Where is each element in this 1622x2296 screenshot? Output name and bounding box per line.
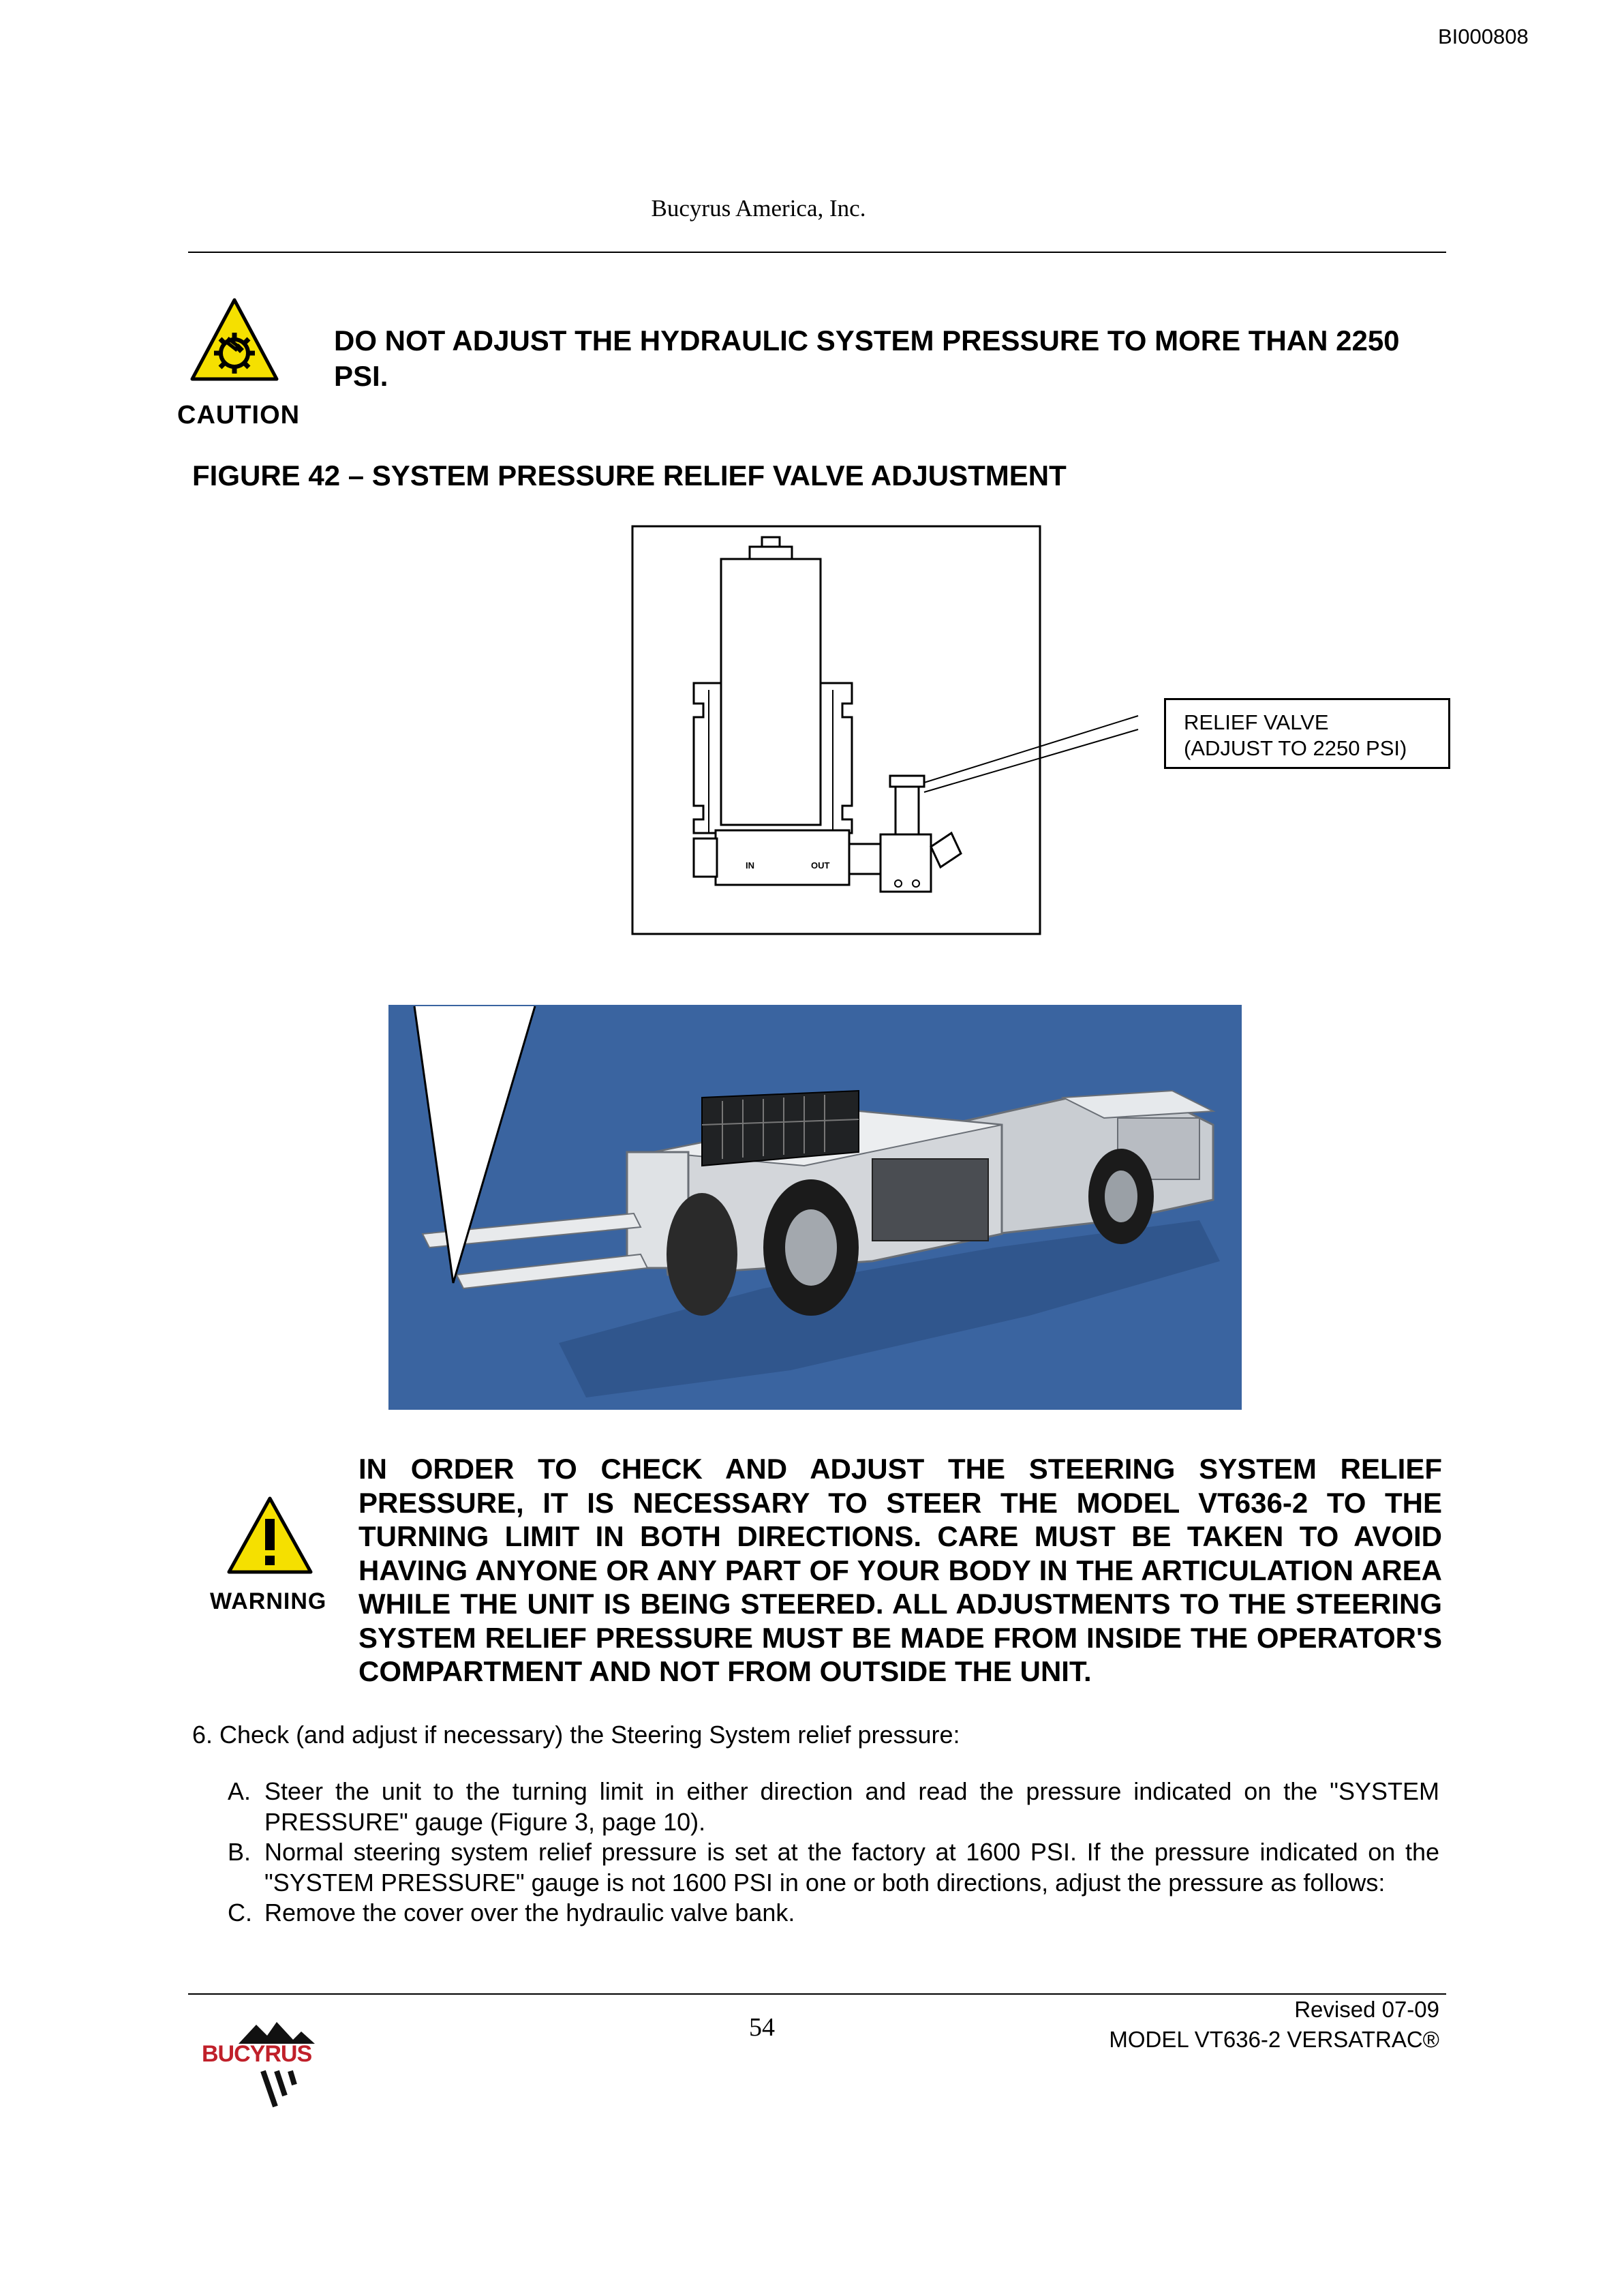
page-number: 54 (749, 2013, 775, 2042)
figure-title: FIGURE 42 – SYSTEM PRESSURE RELIEF VALVE ADJUSTMENT (192, 459, 1067, 492)
list-item-text: Normal steering system relief pressure is set at the factory at 1600 PSI. If the pressure indicated on the "SYSTEM PRESSURE" gauge is not 1600 PSI in one or both directions, adjust the pressure as follows: (264, 1838, 1439, 1897)
list-item (228, 1777, 1439, 1837)
revised-date: Revised 07-09 (1294, 1997, 1439, 2022)
company-name: Bucyrus America, Inc. (651, 195, 866, 222)
list-item (228, 1898, 1439, 1929)
caution-text: DO NOT ADJUST THE HYDRAULIC SYSTEM PRESSURE TO MORE THAN 2250 PSI. (334, 324, 1400, 392)
relief-valve-callout (1164, 698, 1450, 769)
warning-label: WARNING (210, 1588, 327, 1614)
callout-line-1: RELIEF VALVE (1184, 710, 1329, 734)
revision-info (1022, 1995, 1439, 2055)
callout-line-2: (ADJUST TO 2250 PSI) (1184, 736, 1407, 760)
caution-label: CAUTION (177, 401, 301, 429)
document-id: BI000808 (1438, 25, 1529, 48)
list-marker: B. (228, 1838, 251, 1866)
warning-icon (225, 1494, 315, 1576)
step-6-list (228, 1777, 1439, 1929)
bucyrus-logo-text: BUCYRUS (202, 2041, 312, 2067)
list-item (228, 1837, 1439, 1898)
caution-icon (189, 296, 279, 386)
figure-illustration (382, 525, 1261, 1411)
list-item-text: Steer the unit to the turning limit in either direction and read the pressure indicated on the "SYSTEM PRESSURE" gauge (Figure 3, page 10). (264, 1777, 1439, 1836)
port-in-label: IN (746, 860, 754, 871)
list-item-text: Remove the cover over the hydraulic valve bank. (264, 1899, 795, 1927)
header-rule (188, 252, 1446, 253)
port-out-label: OUT (811, 860, 830, 871)
step-6-heading: 6. Check (and adjust if necessary) the Steering System relief pressure: (192, 1721, 960, 1749)
warning-text: IN ORDER TO CHECK AND ADJUST THE STEERING SYSTEM RELIEF PRESSURE, IT IS NECESSARY TO STEER THE MODEL VT636-2 TO THE TURNING LIMIT IN BOTH DIRECTIONS. CARE MUST BE TAKEN TO AVOID HAVING ANYONE OR ANY PART OF YOUR BODY IN THE ARTICULATION AREA WHILE THE UNIT IS BEING STEERED. ALL ADJUSTMENTS TO THE STEERING SYSTEM RELIEF PRESSURE MUST BE MADE FROM INSIDE THE OPERATOR'S COMPARTMENT AND NOT FROM OUTSIDE THE UNIT. (358, 1453, 1442, 1687)
list-marker: C. (228, 1899, 252, 1927)
list-marker: A. (228, 1777, 251, 1805)
model-name: MODEL VT636-2 VERSATRAC® (1109, 2027, 1439, 2052)
